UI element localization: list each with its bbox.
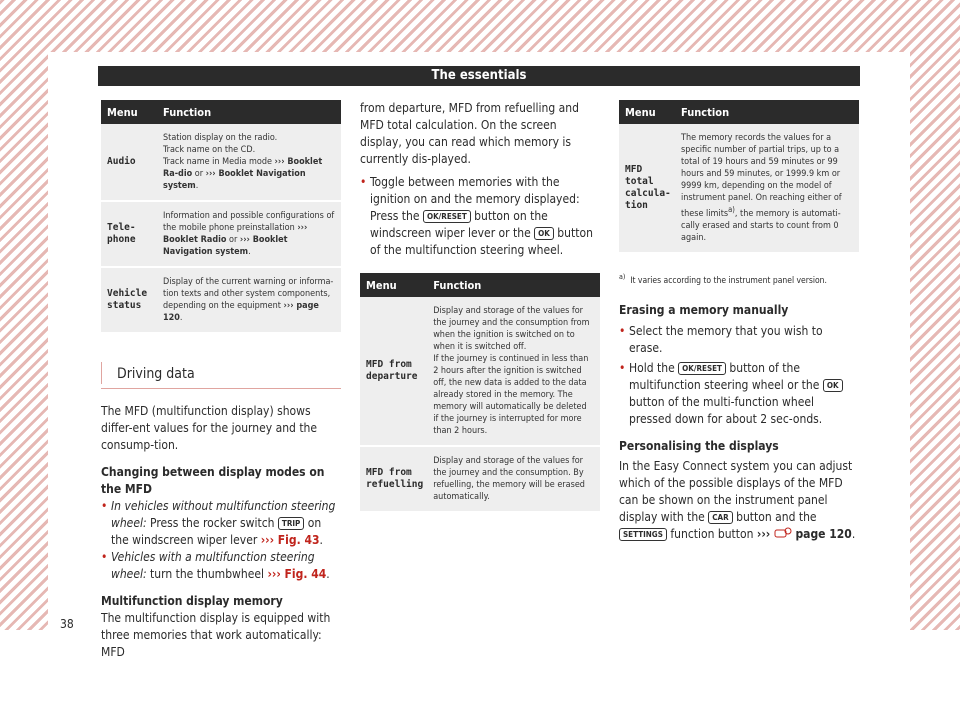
bullet-item: • In vehicles without multifunction steering wheel: Press the rocker switch TRIP on the windscreen wiper lever ››› Fig. 43. [101,498,341,549]
fig-44-link[interactable]: Fig. 44 [280,567,327,581]
table-header-function: Function [157,100,341,124]
page-link[interactable]: ››› page 120 [163,301,319,323]
page-header [98,66,860,86]
bullet-item: • Toggle between memories with the ignition on and the memory displayed: Press the OK/RESET button on the windscreen wiper lever or the OK button of the multifunction steering wheel. [360,174,600,259]
table-header-function: Function [427,273,600,297]
function-cell: Display of the current warning or informa-tion texts and other system components, depending on the equipment ››› page 120. [157,267,341,333]
column-1 [101,100,341,661]
booklet-navigation-link[interactable]: ››› Booklet Navigation system [163,235,288,257]
function-cell: Display and storage of the values for the journey and the consumption from when the ignition is switched on to when it is switched off. If the journey is continued in less than 2 hours after the ignition is switched off, the new data is added to the data already stored in the memory. The memory will automatically be deleted if the journey is interrupted for more than 2 hours. [427,297,600,446]
table-header-menu: Menu [619,100,675,124]
car-key-icon: CAR [708,511,732,524]
function-cell: Information and possible configurations of the mobile phone preinstallation ››› Booklet Radio or ››› Booklet Navigation system. [157,201,341,267]
table-row [101,267,341,333]
memory-table [360,273,600,513]
table-row [101,124,341,201]
table-row [101,201,341,267]
menu-cell: MFD total calcula-tion [619,124,675,253]
column-2 [360,100,600,513]
subheading: Personalising the displays [619,438,779,453]
booklet-radio-link[interactable]: ››› Booklet Ra-dio [163,157,323,179]
memory-table-total [619,100,859,254]
footnote-marker: a) [728,205,735,214]
subheading: Erasing a memory manually [619,302,789,317]
table-header-menu: Menu [360,273,427,297]
table-row [360,297,600,446]
booklet-navigation-link[interactable]: ››› Booklet Navigation system [163,169,306,191]
settings-key-icon: SETTINGS [619,528,667,541]
paragraph: The multifunction display is equipped with three memories that work automatically: MFD [101,611,331,659]
menu-cell: Vehicle status [101,267,157,333]
function-cell: Station display on the radio. Track name on the CD. Track name in Media mode ››› Booklet Ra-dio or ››› Booklet Navigation system. [157,124,341,201]
table-header-menu: Menu [101,100,157,124]
display-modes-table [101,100,341,334]
menu-cell: MFD from refuelling [360,446,427,512]
ok-key-icon: OK [534,227,554,240]
fig-43-link[interactable]: Fig. 43 [274,533,320,547]
bullet-item: • Vehicles with a multifunction steering wheel: turn the thumbwheel ››› Fig. 44. [101,549,341,583]
booklet-radio-link[interactable]: ››› Booklet Radio [163,223,308,245]
table-row [360,446,600,512]
function-cell: The memory records the values for a specific number of partial trips, up to a total of 19 hours and 59 minutes or 99 hours and 59 minutes, or 1999.9 km or 9999 km, depending on the model of instrument panel. On reaching either of these limits$^{a)}$, the memory is automati-cally erased and starts to count from 0 again. [675,124,859,253]
column-3 [619,100,859,543]
menu-cell: Audio [101,124,157,201]
subheading: Changing between display modes on the MFD [101,465,325,496]
menu-cell: Tele-phone [101,201,157,267]
page-title: The essentials [431,68,527,83]
menu-cell: MFD from departure [360,297,427,446]
ok-reset-key-icon: OK/RESET [678,362,726,375]
page-number: 38 [60,617,74,631]
bullet-item: • Hold the OK/RESET button of the multifunction steering wheel or the OK button of the multi-function wheel pressed down for about 2 sec-onds. [619,360,859,428]
paragraph: The MFD (multifunction display) shows differ-ent values for the journey and the consump-tion. [101,404,318,452]
easy-connect-icon [774,527,792,539]
trip-key-icon: TRIP [278,517,304,530]
ok-reset-key-icon: OK/RESET [423,210,471,223]
page-link[interactable]: page 120 [791,526,852,541]
paragraph: In the Easy Connect system you can adjust which of the possible displays of the MFD can be shown on the instrument panel display with the CAR button and the SETTINGS function button ››› page 120. [619,458,856,541]
ok-key-icon: OK [823,379,843,392]
paragraph: from departure, MFD from refuelling and MFD total calculation. On the screen display, you can read which memory is currently dis-played. [360,101,579,166]
bullet-item: • Select the memory that you wish to erase. [619,323,859,357]
function-cell: Display and storage of the values for the journey and the consumption. By refuelling, the memory will be erased automatically. [427,446,600,512]
subheading: Multifunction display memory [101,594,283,608]
table-header-function: Function [675,100,859,124]
footnote: $^{a)}$ It varies according to the instrument panel version. [619,272,827,286]
table-row [619,124,859,253]
section-heading-driving-data: Driving data [101,366,341,389]
